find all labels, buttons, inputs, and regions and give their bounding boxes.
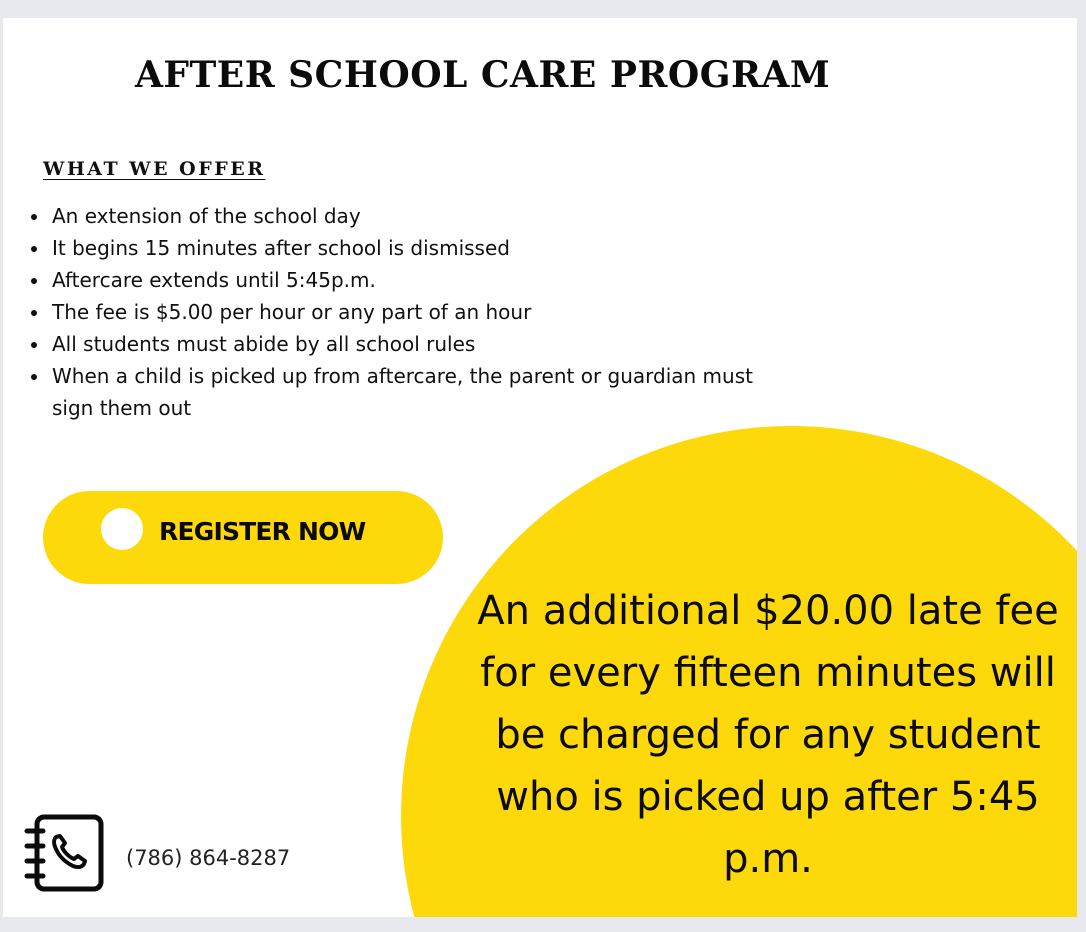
list-item: It begins 15 minutes after school is dismissed (25, 232, 785, 264)
list-item: All students must abide by all school rules (25, 328, 785, 360)
phone-book-icon (23, 813, 105, 895)
late-fee-notice: An additional $20.00 late fee for every fifteen minutes will be charged for any student who is picked up after 5:45 p.m. (477, 588, 1059, 882)
list-item: Aftercare extends until 5:45p.m. (25, 264, 785, 296)
page-title: AFTER SCHOOL CARE PROGRAM (135, 54, 831, 96)
list-item: When a child is picked up from aftercare, the parent or guardian must sign them out (25, 360, 785, 424)
phone-number[interactable]: (786) 864-8287 (126, 846, 291, 870)
circle-dot-icon (101, 508, 143, 550)
register-now-button[interactable] (43, 491, 443, 584)
list-item: An extension of the school day (25, 200, 785, 232)
flyer-card (3, 18, 1077, 917)
section-heading-what-we-offer: WHAT WE OFFER (43, 158, 266, 180)
offer-list (25, 200, 785, 424)
list-item: The fee is $5.00 per hour or any part of an hour (25, 296, 785, 328)
register-now-label: REGISTER NOW (159, 517, 366, 546)
